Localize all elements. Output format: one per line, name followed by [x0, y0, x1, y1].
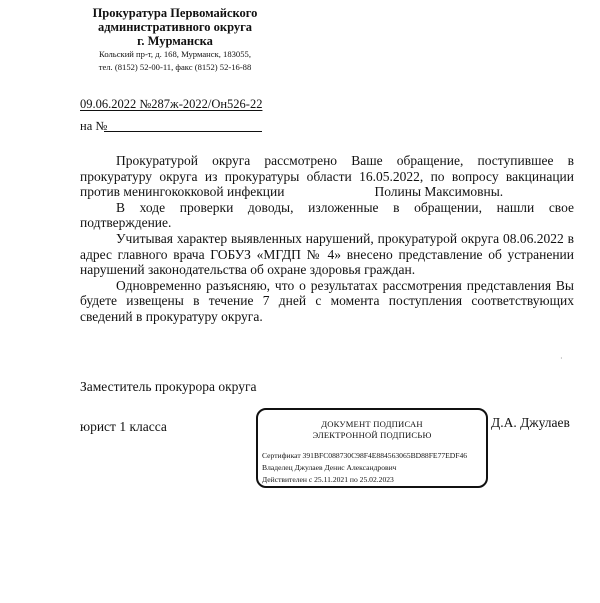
stamp-title-line-1: ДОКУМЕНТ ПОДПИСАН [321, 419, 423, 429]
org-name-line-2: административного округа [97, 20, 253, 34]
stamp-title-line-2: ЭЛЕКТРОННОЙ ПОДПИСЬЮ [312, 430, 432, 440]
office-contacts [70, 48, 280, 74]
incoming-number-label: на № [80, 119, 108, 133]
signer-name: Д.А. Джулаев [491, 415, 570, 430]
org-name-line-3: г. Мурманска [137, 34, 213, 48]
incoming-number-blank-line [104, 131, 262, 132]
paragraph-3: Учитывая характер выявленных нарушений, прокуратурой округа 08.06.2022 в адрес главного врача ГОБУЗ «МГДП № 4» внесено представление об устранении нарушений законодательства об охране здоровья граждан. [80, 230, 574, 278]
electronic-signature-stamp [256, 408, 488, 488]
org-name-line-1: Прокуратура Первомайского [92, 6, 258, 20]
letter-body [80, 153, 574, 325]
paragraph-1-text: Прокуратурой округа рассмотрено Ваше обращение, поступившее в прокуратуру округа из прокуратуры области 16.05.2022, по вопросу вакцинации против менингококковой инфекции [80, 153, 574, 200]
stamp-certificate: Сертификат 391BFC088730C98F4E884563065BD88FE77EDF46 [262, 451, 468, 460]
stray-dot: · [560, 354, 563, 363]
stamp-title [258, 419, 486, 441]
office-address: Кольский пр-т, д. 168, Мурманск, 183055, [99, 49, 251, 59]
paragraph-2: В ходе проверки доводы, изложенные в обращении, нашли свое подтверждение. [80, 199, 574, 231]
signer-rank: юрист 1 класса [80, 419, 167, 434]
signer-position: Заместитель прокурора округа [80, 379, 257, 394]
office-phones: тел. (8152) 52-00-11, факс (8152) 52-16-88 [98, 62, 252, 72]
stamp-owner: Владелец Джулаев Денис Александрович [262, 463, 397, 472]
prosecutor-office-title [70, 6, 280, 48]
paragraph-1-tail: Полины Максимовны. [374, 184, 504, 200]
stamp-validity: Действителен с 25.11.2021 по 25.02.2023 [262, 475, 394, 484]
paragraph-4: Одновременно разъясняю, что о результатах рассмотрения представления Вы будете извещены в течение 7 дней с момента поступления соответствующих сведений в прокуратуру округа. [80, 277, 574, 324]
outgoing-registration-number: 09.06.2022 №287ж-2022/Он526-22 [80, 97, 263, 111]
incoming-number-field [80, 119, 107, 134]
paragraph-1 [80, 153, 574, 200]
